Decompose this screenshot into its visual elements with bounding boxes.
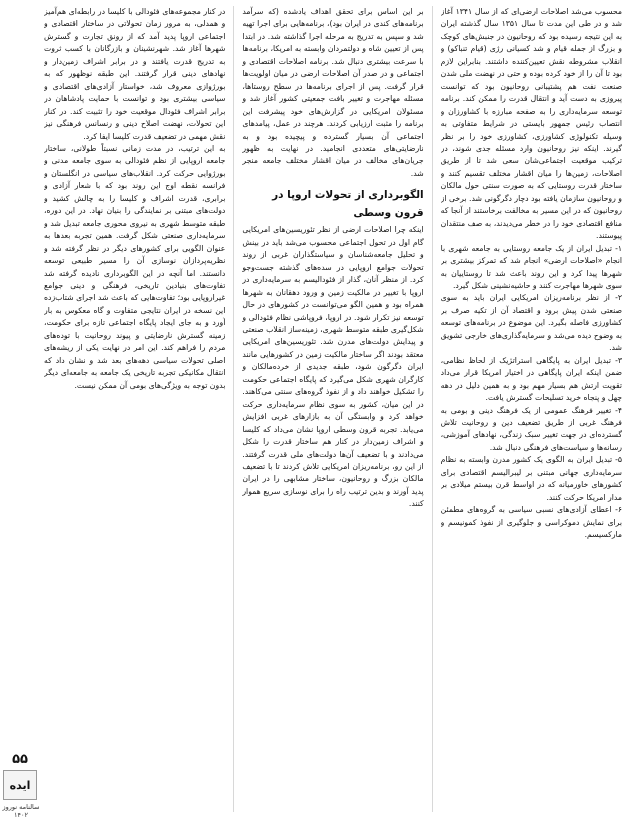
column-divider: [432, 6, 433, 812]
paragraph: در کنار مجموعه‌های فئودالی با کلیسا در رابطه‌ای هم‌آمیز و همدلی، به مرور زمان تحولاتی در ساختار اقتصادی و اجتماعی اروپا پدید آمد که از رونق تجارت و گسترش شهرها آغاز شد. شهرنشینان و بازرگانان با کسب ثروت به تدریج قدرت یافتند و در برابر اشراف زمین‌دار و نهادهای دینی قرار گرفتند. این طبقه نوظهور که به بورژوازی معروف شد، خواستار آزادی‌های اقتصادی و سیاسی بیشتری بود و توانست با حمایت پادشاهان در برابر اشراف فئودال موقعیت خود را تثبیت کند. در کنار این تحولات، نهضت اصلاح دینی و رنسانس فرهنگی نیز نقش مهمی در تضعیف قدرت کلیسا ایفا کرد.: [44, 7, 226, 141]
article-columns: [44, 6, 622, 812]
column-left: [44, 6, 225, 812]
paragraph: ۴- تغییر فرهنگ عمومی از یک فرهنگ دینی و بومی به فرهنگ غربی از طریق تضعیف دین و روحانیت تلاش گسترده‌ای در جهت تغییر سبک زندگی، نهادهای آموزشی، رسانه‌ها و سیاست‌های فرهنگی دنبال شد.: [440, 405, 622, 452]
paragraph: بر این اساس برای تحقق اهداف یادشده (که سرآمد برنامه‌های کندی در ایران بود)، برنامه‌هایی برای اجرا تهیه شد و سپس به تدریج به مرحله اجرا گذاشته شد. در ابتدا پس از تعیین شاه و دولتمردان وابسته به امریکا، برنامه‌ها با سرعت بیشتری دنبال شد. برنامه اصلاحات اقتصادی و اجتماعی و در صدر آن اصلاحات ارضی در میان اولویت‌ها قرار گرفت. پس از اجرای برنامه‌ها در سطح روستاها، مسئله مهاجرت و تغییر بافت جمعیتی کشور آغاز شد و مسئولان امریکایی در گزارش‌های خود پیشرفت این برنامه را مثبت ارزیابی کردند. هرچند در عمل، پیامدهای اجتماعی آن بسیار گسترده و پیچیده بود و به نارضایتی‌های متعددی انجامید. در نهایت به ظهور جریان‌های مخالف در میان اقشار مختلف جامعه منجر شد.: [242, 7, 424, 178]
paragraph: ۶- اعطای آزادی‌های نسبی سیاسی به گروه‌های مطمئن برای نمایش دموکراسی و جلوگیری از نفوذ کمونیسم و مارکسیسم.: [440, 505, 622, 540]
column-middle: [242, 6, 423, 812]
paragraph: ۵- تبدیل ایران به الگوی یک کشور مدرن وابسته به نظام سرمایه‌داری جهانی مبتنی بر لیبرالیسم اقتصادی برای کشورهای خاورمیانه که در اواسط قرن بیستم میلادی بر مدار امریکا حرکت کنند.: [440, 455, 622, 502]
issue-label: سالنامه نوروز ۱۴۰۲: [2, 803, 40, 819]
section-heading: الگوبرداری از تحولات اروپا در قرون وسطی: [272, 189, 424, 220]
column-divider: [233, 6, 234, 812]
page-number: ۵۵: [12, 752, 28, 767]
paragraph: ۱- تبدیل ایران از یک جامعه روستایی به جامعه شهری با انجام «اصلاحات ارضی» انجام شد که تمرکز بیشتری بر شهرها پیدا کرد و این روند باعث شد تا روستاییان به سوی شهرها مهاجرت کنند و حاشیه‌نشینی شکل گیرد.: [440, 243, 622, 290]
paragraph: محسوب می‌شد اصلاحات ارضی‌ای که از سال ۱۳۴۱ آغاز شد و در طی این مدت تا سال ۱۳۵۱ سال گذشته ایران به این نتیجه رسیده بود که روحانیون در جنبش‌های کوچک و بزرگ از جمله قیام و شد کسیانی رژی (قیام تنباکو) و انقلاب مشروطه نقش تعیین‌کننده داشتند. بنابراین لازم بود تا آن را از خود کرده بوده و حتی در نهضت ملی شدن صنعت نفت هم پشتیبانی روحانیون بود که توانست پیروزی به دست آید و انتقال قدرت را ممکن کند. برنامه توسعه سرمایه‌داری را به صفحه مبارزه با کشاورزان و انتصاب رئیس جمهور بایستی در شرایط متفاوتی به وسیله تکنولوژی کشاورزی، کشاورزی خود را بر نظر گیرند. اینکه نیز روحانیون وارد مسئله جدی شوند، در ترکیب موقعیت اجتماعی‌شان سعی شد تا از طریق اصلاحات، زمین‌ها را میان اقشار مختلف تقسیم کنند و ساختار قدرت روستایی که به صورت سنتی حول مالکان و روحانیون سازمان یافته بود دچار دگرگونی شد. برخی از روحانیون که در این مسیر به مخالفت برخاستند از آنجا که منافع اقتصادی خود را در خطر می‌دیدند، به صف منتقدان پیوستند.: [440, 7, 622, 241]
paragraph: به این ترتیب، در مدت زمانی نسبتاً طولانی، ساختار جامعه اروپایی از نظم فئودالی به سوی جامعه مدنی و بورژوایی حرکت کرد. انقلاب‌های سیاسی در انگلستان و فرانسه نقطه اوج این روند بود که با شعار آزادی و برابری، قدرت اشراف و کلیسا را به چالش کشید و دولت‌های مبتنی بر نمایندگی را بنیان نهاد. در این دوره، طبقه متوسط شهری به نیروی محوری جامعه تبدیل شد و سرمایه‌داری صنعتی شکل گرفت. همین تجربه بعدها به عنوان الگویی برای کشورهای دیگر در نظر گرفته شد و نظریه‌پردازان نوسازی آن را مسیر طبیعی توسعه دانستند. اما آنچه در این الگوبرداری نادیده گرفته شد تفاوت‌های بنیادین تاریخی، فرهنگی و دینی جوامع غیراروپایی بود؛ تفاوت‌هایی که باعث شد اجرای شتاب‌زده این نسخه در ایران نتایجی متفاوت و گاه معکوس به بار آورد و به جای ایجاد پایگاه اجتماعی تازه برای حکومت، زمینه گسترش نارضایتی و پیوند روحانیت با توده‌های مردم را فراهم کند. این امر در نهایت یکی از ریشه‌های اصلی تحولات سیاسی دهه‌های بعد شد و نشان داد که انتقال مکانیکی تجربه تاریخی یک جامعه به جامعه‌ای دیگر بدون توجه به ویژگی‌های بومی آن ممکن نیست.: [44, 143, 226, 390]
paragraph: ۲- از نظر برنامه‌ریزان امریکایی ایران باید به سوی صنعتی شدن پیش برود و اقتصاد آن از تکیه صرف بر کشاورزی فاصله بگیرد. این موضوع در برنامه‌های توسعه به وضوح دیده می‌شد و سرمایه‌گذاری‌های خارجی تشویق شد.: [440, 293, 622, 353]
paragraph: ۳- تبدیل ایران به پایگاهی استراتژیک از لحاظ نظامی، ضمن اینکه ایران پایگاهی در اختیار امریکا قرار می‌داد تقویت ارتش هم بسیار مهم بود و به همین دلیل در دهه چهل و پنجاه خرید تسلیحات گسترش یافت.: [440, 355, 622, 403]
column-right: [441, 6, 622, 812]
magazine-logo: ایده: [3, 770, 37, 800]
paragraph: اینکه چرا اصلاحات ارضی از نظر تئوریسین‌های امریکایی گام اول در تحول اجتماعی محسوب می‌شد باید در بینش و تحلیل جامعه‌شناسان و سیاستگذاران غربی از روند تحولات جوامع اروپایی در سده‌های گذشته جست‌وجو کرد. از منظر آنان، گذار از فئودالیسم به سرمایه‌داری در اروپا با تغییر در مالکیت زمین و ورود دهقانان به شهرها همراه بود و همین الگو می‌توانست در کشورهای در حال توسعه نیز تکرار شود. در اروپا، فروپاشی نظام فئودالی و شکل‌گیری طبقه متوسط شهری، زمینه‌ساز انقلاب صنعتی و پیدایش دولت‌های مدرن شد. تئوریسین‌های امریکایی معتقد بودند اگر ساختار مالکیت زمین در کشورهایی مانند ایران دگرگون شود، طبقه جدیدی از خرده‌مالکان و کارگران شهری شکل می‌گیرد که پایگاه اجتماعی حکومت را تشکیل خواهند داد و از نفوذ گروه‌های سنتی می‌کاهند. در این میان، کشور به سوی نظام سرمایه‌داری حرکت خواهد کرد و وابستگی آن به بازارهای غربی افزایش می‌یابد. تجربه قرون وسطی اروپا نشان می‌داد که کلیسا و اشراف زمین‌دار در کنار هم ساختار قدرت را شکل می‌دادند و با تضعیف آن‌ها دولت‌های ملی قدرت گرفتند. از این رو، برنامه‌ریزان امریکایی تلاش کردند تا با تضعیف مالکان بزرگ و روحانیون، ساختار مشابهی را در ایران پدید آورند و بدین ترتیب راه را برای نوسازی سریع هموار کنند.: [242, 225, 424, 509]
page-margin: [0, 0, 40, 820]
